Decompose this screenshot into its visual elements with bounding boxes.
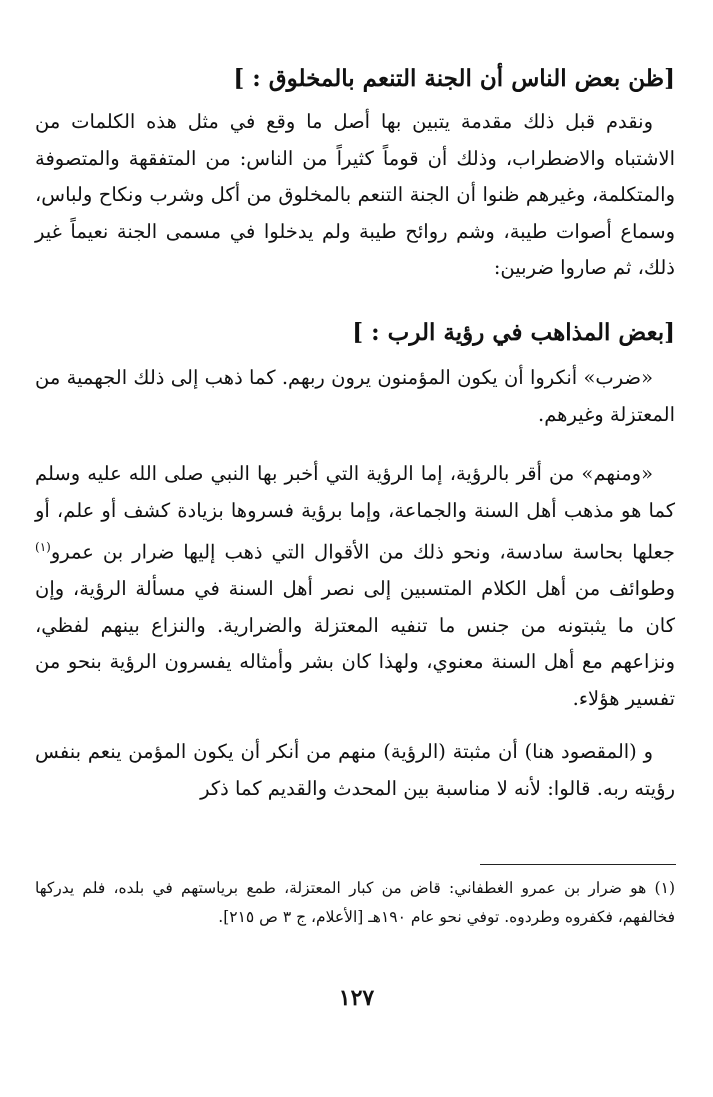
paragraph-intent [35,734,675,807]
paragraph-introduction [35,104,675,287]
paragraph-introduction-text: ونقدم قبل ذلك مقدمة يتبين بها أصل ما وقع في مثل هذه الكلمات من الاشتباه والاضطراب، وذلك أن قوماً كثيراً من الناس: من المتفقهة والمتصوفة والمتكلمة، وغيرهم ظنوا أن الجنة التنعم بالمخلوق من أكل وشرب ونكاح ولباس، وسماع أصوات طيبة، وشم روائح طيبة ولم يدخلوا في مسمى الجنة نعيماً غير ذلك، ثم صاروا ضربين: [35,110,675,279]
footnote-marker[interactable]: (١) [35,540,51,554]
paragraph-second-group [35,456,675,717]
paragraph-first-group-text: «ضرب» أنكروا أن يكون المؤمنون يرون ربهم. كما ذهب إلى ذلك الجهمية من المعتزلة وغيرهم. [35,366,675,426]
page-number: ١٢٧ [338,985,375,1011]
footnote: (١) هو ضرار بن عمرو الغطفاني: قاض من كبار المعتزلة، طمع برياستهم في بلده، فلم يدركها فخالفهم، فكفروه وطردوه. توفي نحو عام ١٩٠هـ [الأعلام، ج ٣ ص ٢١٥]. [35,879,675,926]
paragraph-first-group [35,360,675,433]
paragraph-second-group-text: «ومنهم» من أقر بالرؤية، إما الرؤية التي أخبر بها النبي صلى الله عليه وسلم كما هو مذهب أهل السنة والجماعة، وإما برؤية فسروها بزيادة كشف أو علم، أو جعلها بحاسة سادسة، ونحو ذلك من الأقوال التي ذهب إليها ضرار بن عمرو [35,462,675,564]
section-heading-ruya: [بعض المذاهب في رؤية الرب : ] [352,319,675,346]
paragraph-intent-text: و (المقصود هنا) أن مثبتة (الرؤية) منهم من أنكر أن يكون المؤمن ينعم بنفس رؤيته ربه. قالوا: لأنه لا مناسبة بين المحدث والقديم كما ذكر [35,740,675,800]
paragraph-second-group-continuation: وطوائف من أهل الكلام المتسبين إلى نصر أهل السنة في مسألة الرؤية، وإن كان ما يثبتونه من جنس ما تنفيه المعتزلة والضرارية. والنزاع بينهم لفظي، ونزاعهم مع أهل السنة معنوي، ولهذا كان بشر وأمثاله يفسرون الرؤية بنحو من تفسير هؤلاء. [35,577,675,710]
section-heading-jannah: [ظن بعض الناس أن الجنة التنعم بالمخلوق : ] [233,65,675,92]
footnote-divider [480,864,676,865]
